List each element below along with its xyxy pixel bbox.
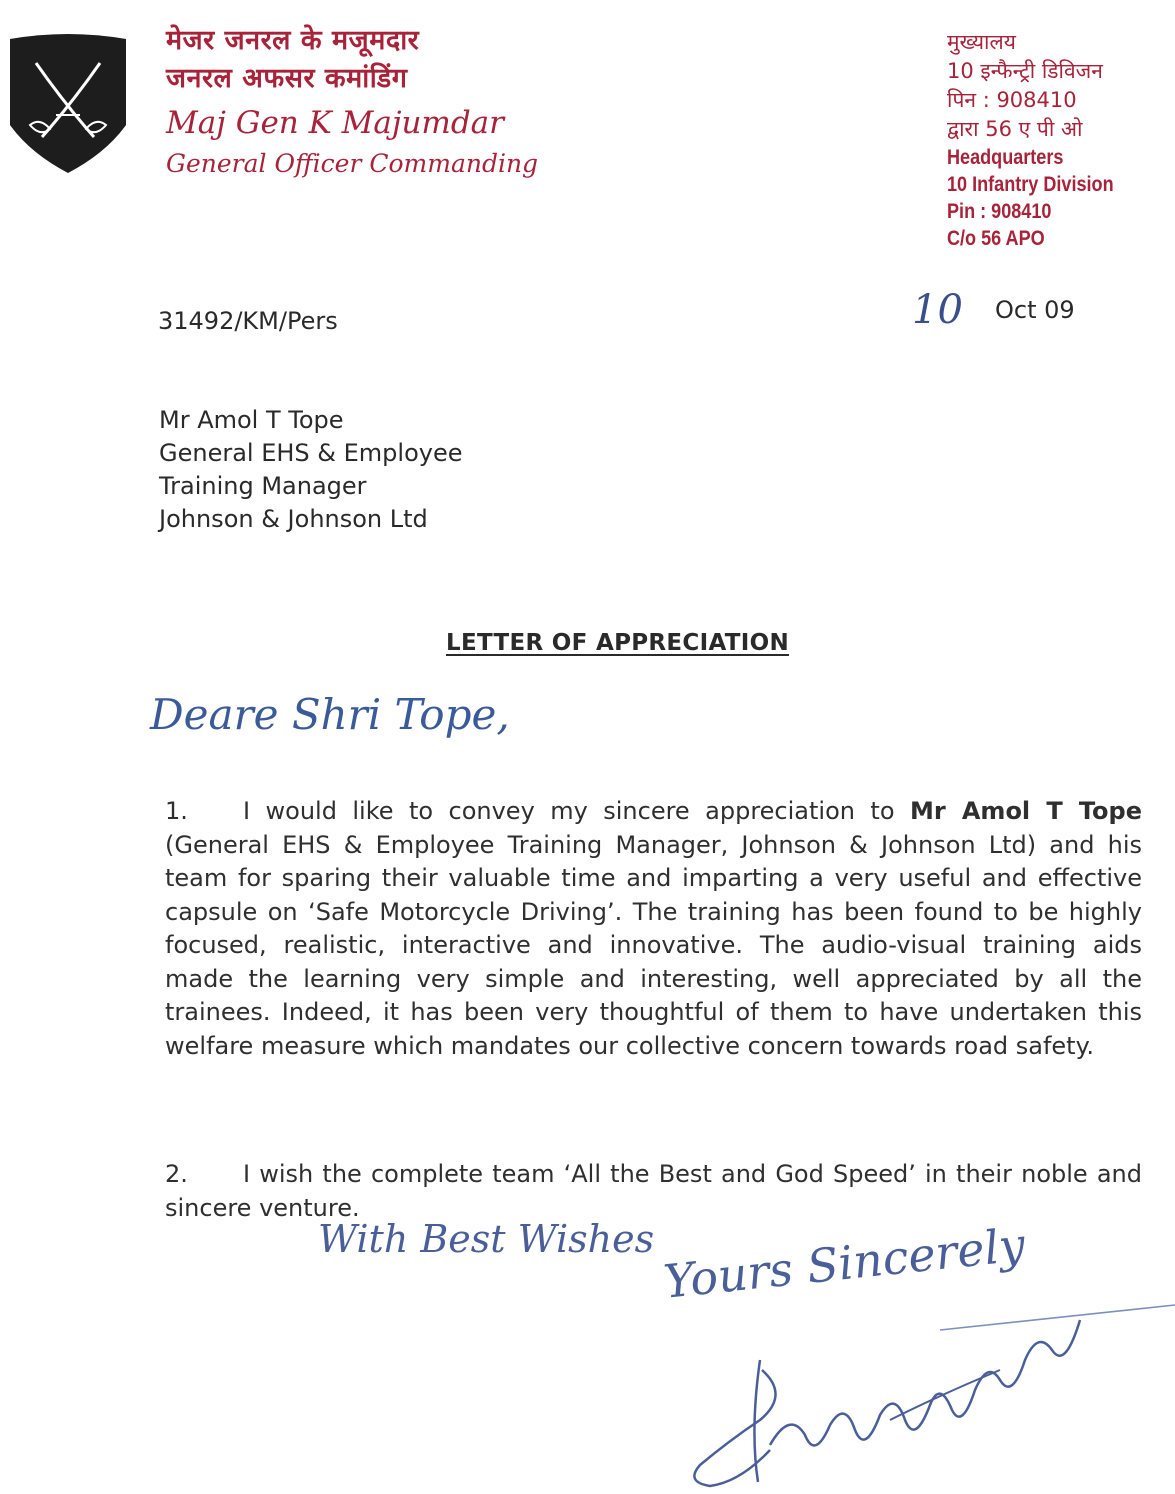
crossed-swords-shield-icon [6,33,130,175]
recipient-line: General EHS & Employee [159,439,463,467]
handwritten-salutation: Deare Shri Tope, [150,690,510,739]
headquarters-address [947,28,1172,252]
address-hindi-line: 10 इन्फैन्ट्री डिविजन [947,59,1103,83]
letter-date [912,287,1152,337]
address-hindi-line: पिन : 908410 [947,88,1077,112]
recipient-line: Johnson & Johnson Ltd [159,505,428,533]
address-english-line: Headquarters [947,146,1064,169]
recipient-bold-name: Mr Amol T Tope [909,797,1142,825]
reference-number: 31492/KM/Pers [158,307,338,335]
paragraph-number: 1. [165,797,188,825]
address-english-line: 10 Infantry Division [947,173,1114,196]
handwritten-best-wishes: With Best Wishes [318,1217,655,1261]
handwritten-yours-sincerely: Yours Sincerely [661,1217,1028,1309]
hindi-title: जनरल अफसर कमांडिंग [166,63,408,94]
address-english-line: Pin : 908410 [947,200,1052,223]
paragraph-1-lead: I would like to convey my sincere appreciation to [243,797,895,825]
paragraph-1-rest: (General EHS & Employee Training Manager, Johnson & Johnson Ltd) and his team for sparing their valuable time and imparting a very useful and effective capsule on ‘Safe Motorcycle Driving’. The training has been found to be highly focused, realistic, interactive and innovative. The audio-visual training aids made the learning very simple and interesting, well appreciated by all the trainees. Indeed, it has been very thoughtful of them to have undertaken this welfare measure which mandates our collective concern towards road safety. [165,830,1142,1060]
recipient-line: Mr Amol T Tope [159,406,344,434]
hindi-name: मेजर जनरल के मजूमदार [166,25,420,56]
recipient-line: Training Manager [159,472,367,500]
recipient-address [159,404,463,536]
officer-name-block [166,22,626,182]
printed-month-year: Oct 09 [995,296,1075,324]
address-hindi-line: मुख्यालय [947,30,1016,54]
handwritten-signature [640,1220,1175,1494]
paragraph-number: 2. [165,1160,188,1188]
address-hindi-line: द्वारा 56 ए पी ओ [947,117,1083,141]
address-english-line: C/o 56 APO [947,227,1045,250]
paragraph-2 [165,1158,1142,1225]
letter-subject: LETTER OF APPRECIATION [446,630,790,656]
english-title: General Officer Commanding [166,149,539,178]
handwritten-day: 10 [912,287,963,333]
paragraph-1 [165,795,1142,1063]
english-name: Maj Gen K Majumdar [166,105,504,141]
paragraph-2-text: I wish the complete team ‘All the Best and God Speed’ in their noble and sincere venture. [165,1160,1142,1222]
